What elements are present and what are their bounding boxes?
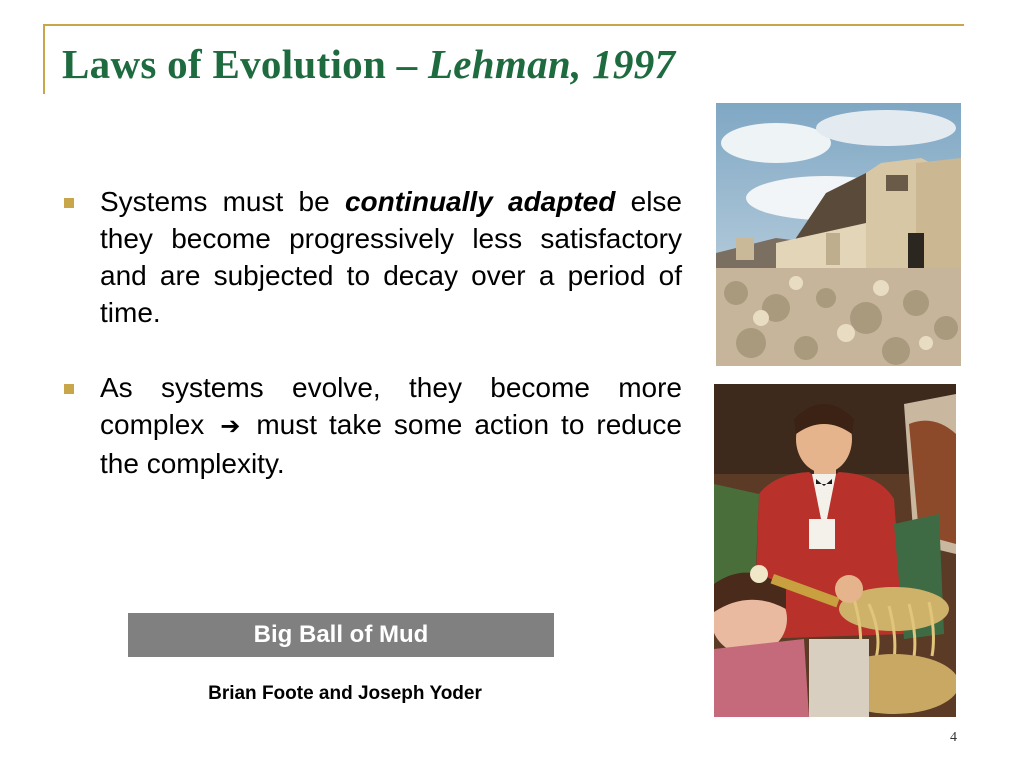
bullet-text xyxy=(100,183,682,331)
bullet-emphasis: continually adapted xyxy=(344,186,616,217)
bullet-text-pre: Systems must be xyxy=(100,186,345,217)
authors-credit: Brian Foote and Joseph Yoder xyxy=(208,683,482,704)
ruins-photo xyxy=(716,103,961,366)
banner-label: Big Ball of Mud xyxy=(253,621,429,648)
frame-top-rule xyxy=(43,24,964,26)
bullet-text-post: must take some action to reduce the complexity. xyxy=(100,409,682,479)
bullet-item-continual-change xyxy=(62,183,682,331)
page-number: 4 xyxy=(950,730,957,745)
frame-left-rule xyxy=(43,24,45,94)
bullet-square-icon xyxy=(64,198,74,208)
title-main: Laws of Evolution – xyxy=(62,41,428,87)
slide-title xyxy=(62,40,675,88)
right-arrow-icon: ➔ xyxy=(220,412,241,440)
bullet-item-increasing-complexity xyxy=(62,369,682,482)
bullet-text-post: else they become progressively less satisfactory and are subjected to decay over a period of time. xyxy=(100,186,682,328)
bullet-text-pre: As systems evolve, they become more complex xyxy=(100,372,682,440)
title-citation: Lehman, 1997 xyxy=(427,41,676,87)
waiter-serving-spaghetti-photo xyxy=(714,384,956,717)
bullet-text xyxy=(100,369,682,482)
big-ball-of-mud-banner xyxy=(128,613,554,657)
bullet-list xyxy=(62,183,682,520)
bullet-square-icon xyxy=(64,384,74,394)
